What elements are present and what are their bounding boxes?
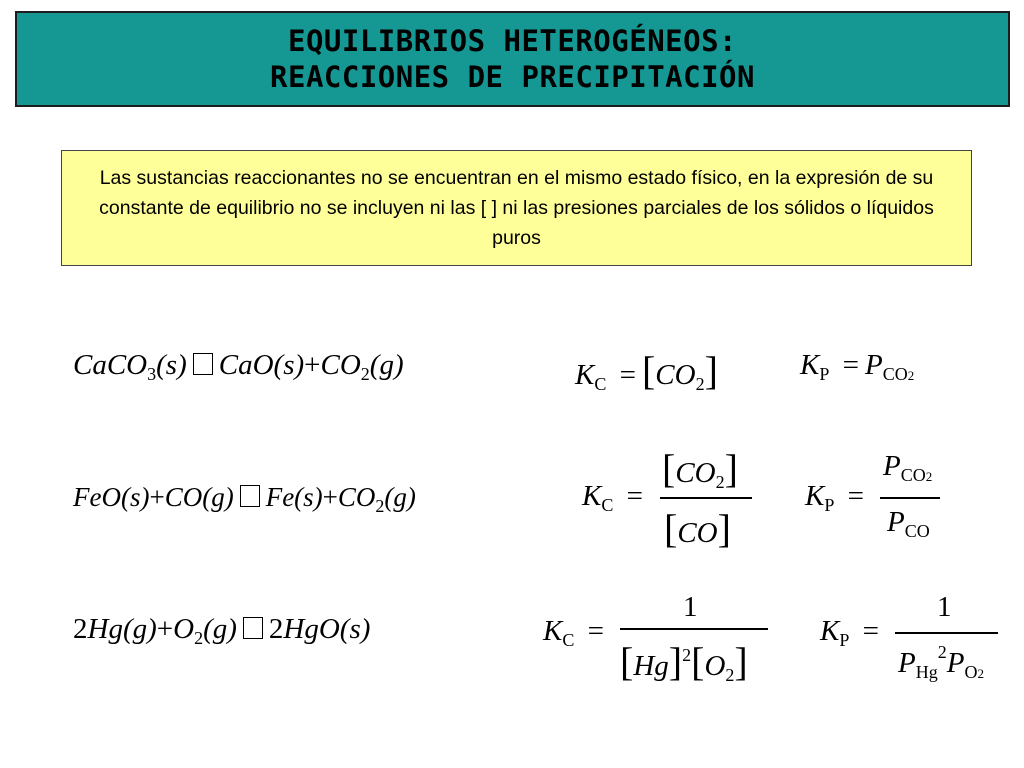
kp-denominator-2: $P_{CO}$ — [887, 506, 930, 541]
kp-label-2: $K_P$ = — [805, 480, 864, 515]
kc-label-3: $K_C$ = — [543, 615, 604, 650]
definition-text: Las sustancias reaccionantes no se encuentran en el mismo estado físico, en la expresión de su constante de equilibrio no se incluyen ni las [ ] ni las presiones parciales de los sólidos o líquidos puros — [99, 167, 934, 249]
kc-fraction-bar-3 — [620, 628, 768, 630]
reaction-1: CaCO$_3$(s) $CaO(s)+CO_2(g)$ — [73, 349, 404, 384]
kp-numerator-3: 1 — [937, 591, 952, 623]
kp-expression-1: $K_P = P_{CO2}$ — [800, 349, 915, 384]
equilibrium-arrow-icon — [243, 617, 263, 639]
title-line-2: REACCIONES DE PRECIPITACIÓN — [270, 60, 755, 94]
kc-denominator-2: [CO] — [664, 506, 731, 551]
title-line-1: EQUILIBRIOS HETEROGÉNEOS: — [288, 24, 737, 58]
kp-label-3: $K_P$ = — [820, 615, 879, 650]
kp-fraction-bar-3 — [895, 632, 998, 634]
kc-numerator-2: $[CO_2]$ — [662, 446, 738, 492]
reaction-2: FeO(s)+CO(g) $Fe(s)+CO_2(g)$ — [73, 482, 416, 516]
kc-label-2: $K_C$ = — [582, 480, 643, 515]
kc-denominator-3: $[Hg]^2[O_2]$ — [620, 639, 748, 685]
kc-expression-1: $K_C = [CO_2]$ — [575, 348, 718, 394]
definition-note — [61, 150, 972, 266]
equilibrium-arrow-icon — [240, 485, 260, 507]
equilibrium-arrow-icon — [193, 353, 213, 375]
kp-numerator-2: $P_{CO2}$ — [883, 450, 933, 485]
kp-denominator-3: $P_{Hg}^2P_{O2}$ — [898, 642, 984, 682]
title-banner — [15, 11, 1010, 107]
kc-numerator-3: 1 — [683, 591, 698, 623]
kp-fraction-bar-2 — [880, 497, 940, 499]
reaction-3: $2Hg(g)+O_2(g)$ 2HgO(s) — [73, 613, 371, 648]
kc-fraction-bar-2 — [660, 497, 752, 499]
